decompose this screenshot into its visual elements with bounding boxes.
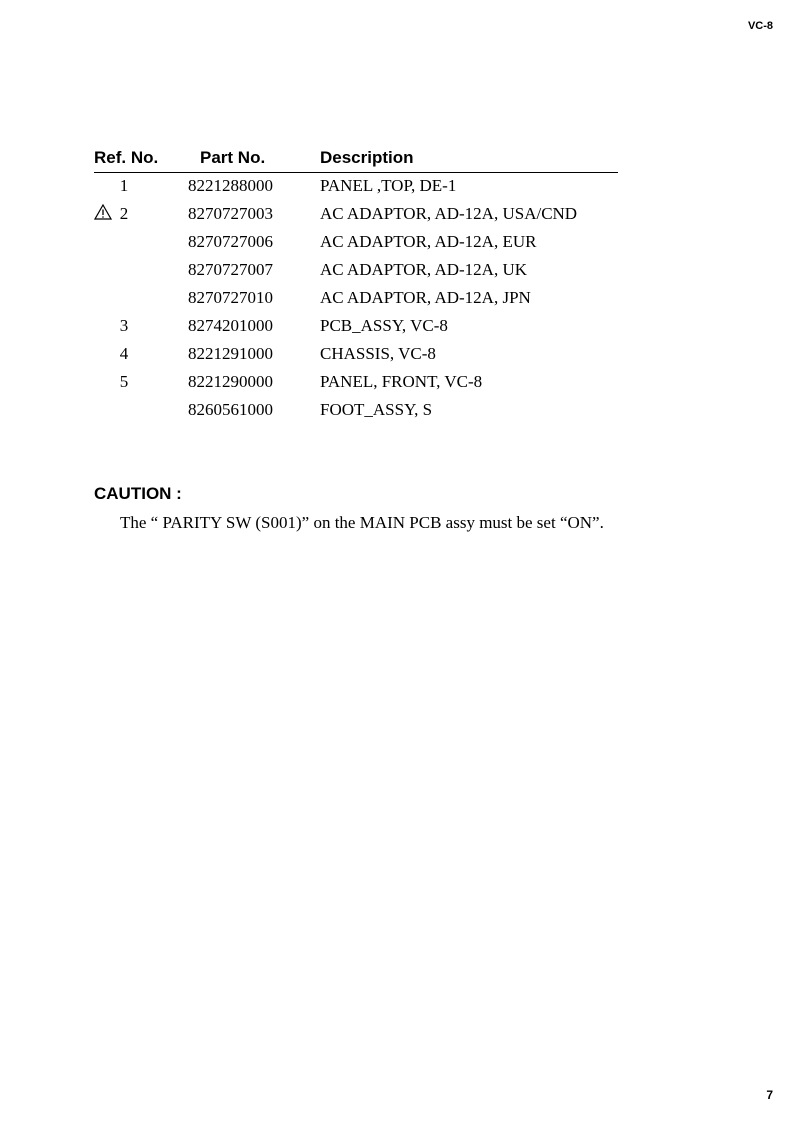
table-row — [94, 369, 618, 397]
table-row — [94, 313, 618, 341]
table-row — [94, 229, 618, 257]
part-no-cell: 8260561000 — [188, 400, 273, 419]
table-row — [94, 257, 618, 285]
part-no-cell: 8274201000 — [188, 316, 273, 335]
part-no-cell: 8270727003 — [188, 204, 273, 223]
ref-no-cell: 2 — [119, 204, 129, 223]
description-cell: CHASSIS, VC-8 — [320, 344, 436, 363]
column-header-description: Description — [320, 148, 414, 167]
warning-triangle-icon — [94, 204, 112, 220]
description-cell: PANEL ,TOP, DE-1 — [320, 176, 457, 195]
description-cell: AC ADAPTOR, AD-12A, UK — [320, 260, 528, 279]
parts-table — [94, 145, 618, 425]
description-cell: AC ADAPTOR, AD-12A, JPN — [320, 288, 531, 307]
caution-title: CAUTION : — [94, 484, 182, 503]
part-no-cell: 8221288000 — [188, 176, 273, 195]
table-row — [94, 285, 618, 313]
part-no-cell: 8221291000 — [188, 344, 273, 363]
ref-no-cell: 3 — [119, 316, 129, 335]
description-cell: PCB_ASSY, VC-8 — [320, 316, 448, 335]
ref-no-cell: 4 — [119, 344, 129, 363]
table-header — [94, 145, 618, 173]
header-model-label: VC-8 — [747, 20, 773, 32]
ref-no-cell: 1 — [119, 176, 129, 195]
table-body — [94, 173, 618, 425]
description-cell: AC ADAPTOR, AD-12A, USA/CND — [320, 204, 578, 223]
description-cell: PANEL, FRONT, VC-8 — [320, 372, 483, 391]
description-cell: AC ADAPTOR, AD-12A, EUR — [320, 232, 537, 251]
caution-text: The “ PARITY SW (S001)” on the MAIN PCB assy must be set “ON”. — [120, 513, 604, 532]
part-no-cell: 8221290000 — [188, 372, 273, 391]
table-row — [94, 173, 618, 201]
part-no-cell: 8270727010 — [188, 288, 273, 307]
page-number: 7 — [766, 1088, 773, 1102]
description-cell: FOOT_ASSY, S — [320, 400, 433, 419]
part-no-cell: 8270727006 — [188, 232, 273, 251]
part-no-cell: 8270727007 — [188, 260, 273, 279]
table-row — [94, 397, 618, 425]
table-row — [94, 341, 618, 369]
column-header-part-no: Part No. — [200, 148, 266, 167]
ref-no-cell: 5 — [119, 372, 129, 391]
column-header-ref-no: Ref. No. — [94, 148, 159, 167]
table-row — [94, 201, 618, 229]
